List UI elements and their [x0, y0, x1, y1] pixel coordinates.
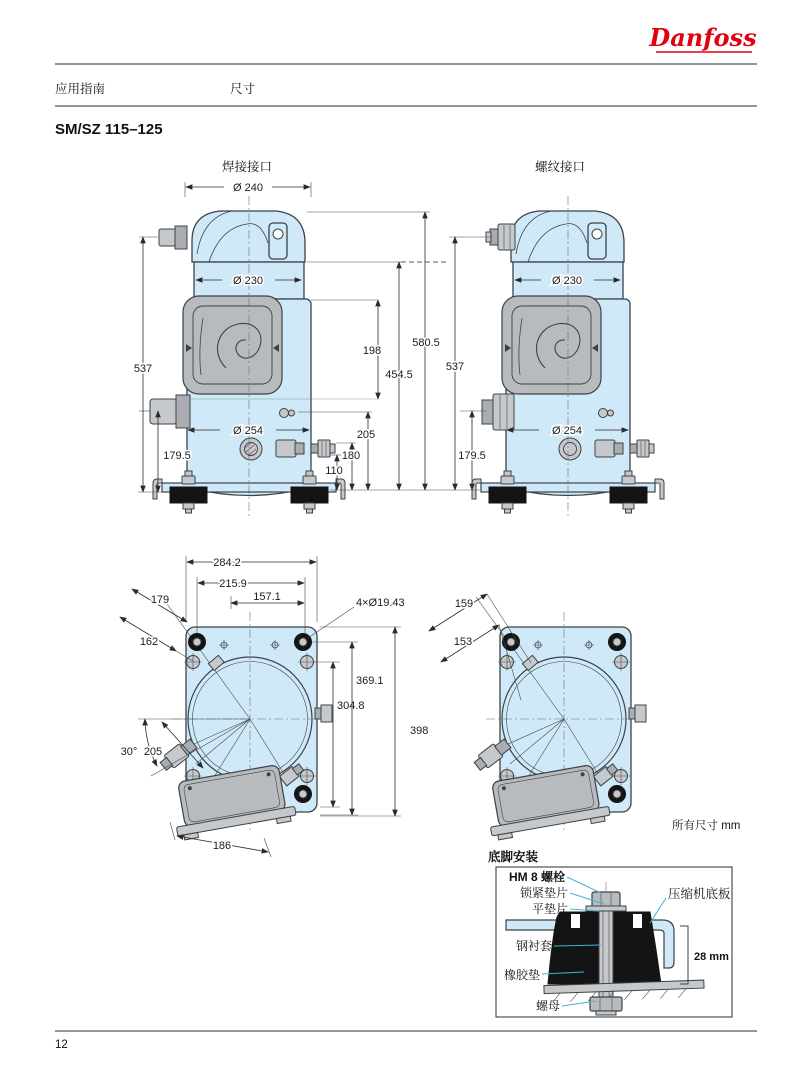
suction-tube-welded: [150, 399, 177, 424]
dim-580-5: 580.5: [412, 337, 440, 349]
nut-washer: [596, 1011, 616, 1015]
dim-dia-254-right: Ø 254: [552, 425, 582, 437]
dim-dia-230-right: Ø 230: [552, 275, 582, 287]
dim-304-8: 304.8: [337, 700, 365, 712]
dim-159: 159: [454, 598, 474, 610]
dim-537-right: 537: [445, 361, 465, 373]
discharge-nut: [498, 224, 515, 250]
label-bolt: HM 8 螺栓: [508, 870, 565, 884]
dim-dia-240: Ø 240: [233, 182, 263, 194]
bolt-head: [592, 892, 620, 907]
label-nut: 螺母: [535, 999, 560, 1013]
dim-153: 153: [453, 636, 473, 648]
all-dimensions-note: 所有尺寸 mm: [672, 820, 741, 832]
footer: [55, 1031, 757, 1051]
rubber-slot-left: [571, 914, 580, 928]
threaded-connection-label: 螺纹接口: [534, 160, 586, 174]
front-view-threaded: [472, 159, 664, 518]
dim-454-5: 454.5: [385, 369, 413, 381]
bottom-view-welded: [120, 556, 428, 857]
label-lock-washer: 锁紧垫片: [519, 886, 568, 900]
rubber-slot-right: [633, 914, 642, 928]
header: [55, 23, 757, 138]
dim-369-1: 369.1: [356, 675, 384, 687]
dim-284-2: 284.2: [213, 557, 241, 569]
label-base-plate: 压缩机底板: [668, 887, 731, 901]
section-label: 尺寸: [230, 82, 256, 96]
discharge-tube-welded: [159, 229, 176, 246]
dim-186: 186: [212, 840, 232, 852]
dim-205: 205: [356, 429, 376, 441]
dim-bolt-holes: 4×Ø19.43: [356, 597, 405, 609]
label-steel-sleeve: 钢衬套: [515, 939, 552, 953]
dim-180: 180: [341, 450, 361, 462]
label-rubber-pad: 橡胶垫: [503, 968, 540, 982]
bottom-view-threaded: [429, 594, 646, 841]
dim-110: 110: [325, 465, 343, 477]
discharge-collar: [175, 226, 187, 249]
dim-157-1: 157.1: [253, 591, 281, 603]
nut: [590, 997, 622, 1011]
label-flat-washer: 平垫片: [531, 902, 568, 916]
dim-215-9: 215.9: [219, 578, 247, 590]
dim-179-5-left: 179.5: [163, 450, 191, 462]
dim-30-deg: 30°: [120, 746, 138, 758]
dim-537-left: 537: [133, 363, 153, 375]
foot-mounting-detail: [488, 849, 732, 1017]
welded-connection-label: 焊接接口: [221, 160, 273, 174]
dim-179: 179: [150, 594, 170, 606]
front-view-welded: [134, 159, 345, 518]
dim-179-5-right: 179.5: [458, 450, 486, 462]
dim-dia-230-left: Ø 230: [233, 275, 263, 287]
dim-28-mm: 28 mm: [694, 951, 729, 963]
suction-collar: [176, 395, 190, 428]
page-title: SM/SZ 115–125: [55, 121, 163, 138]
danfoss-logo: Danfoss: [649, 23, 757, 52]
dim-dia-254-left: Ø 254: [233, 425, 263, 437]
dim-198: 198: [362, 345, 382, 357]
suction-fitting-threaded: [482, 400, 493, 424]
doc-type-label: 应用指南: [55, 82, 106, 96]
dim-205-bottom: 205: [143, 746, 163, 758]
dim-162: 162: [139, 636, 159, 648]
dim-398: 398: [410, 725, 429, 737]
foot-mount-title: 底脚安装: [488, 850, 539, 864]
page-number: 12: [55, 1039, 68, 1051]
suction-nut: [493, 394, 514, 430]
